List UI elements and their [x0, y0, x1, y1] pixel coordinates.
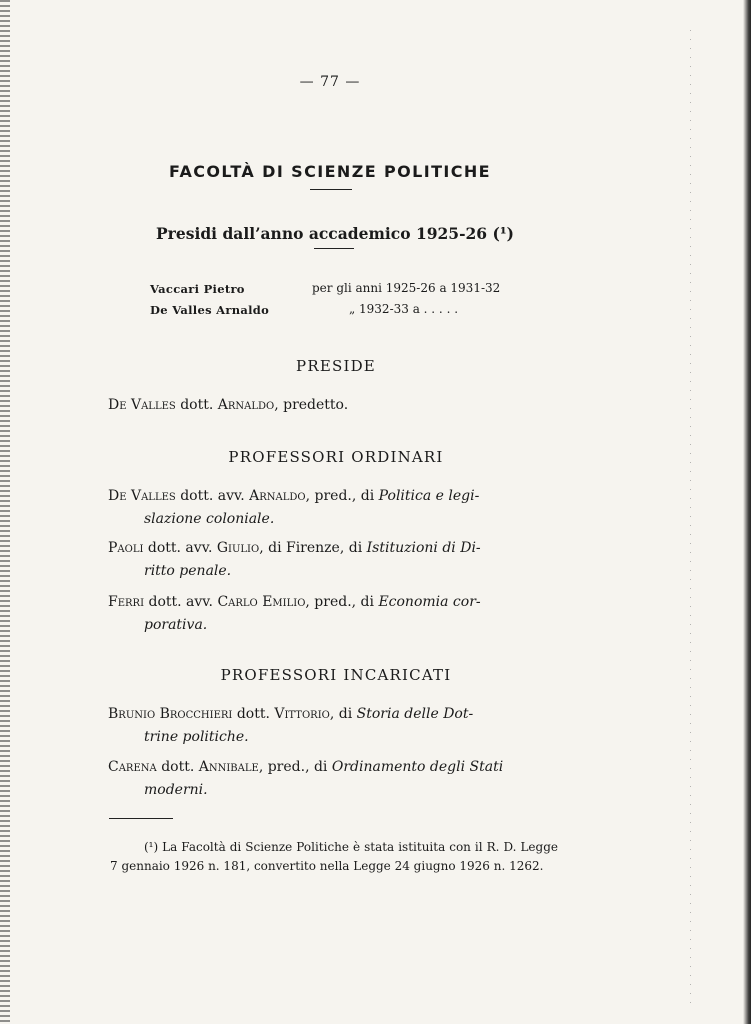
entry-note: , predetto.: [274, 397, 349, 413]
person-firstname: Annibale: [198, 759, 259, 775]
person-surname: Brunio Brocchieri: [108, 706, 233, 722]
page-number: — 77 —: [299, 74, 361, 90]
person-title: dott.: [161, 759, 195, 775]
incaricati-entry: [108, 703, 558, 749]
presidi-row-name: Vaccari Pietro: [150, 282, 245, 296]
person-surname: De Valles: [108, 397, 176, 413]
person-title: dott.: [180, 397, 214, 413]
entry-mid: , pred., di: [258, 759, 328, 775]
subject-continued: ritto penale.: [144, 563, 232, 579]
entry-mid: , di Firenze, di: [259, 540, 363, 556]
subject: Ordinamento degli Stati: [331, 759, 504, 775]
subject: Istituzioni di Di-: [366, 540, 481, 556]
person-surname: Ferri: [108, 594, 145, 610]
preside-heading: PRESIDE: [296, 357, 376, 375]
entry-mid: , pred., di: [305, 488, 375, 504]
subject-continued: porativa.: [144, 617, 208, 633]
person-firstname: Arnaldo: [217, 397, 275, 413]
presidi-row-years: per gli anni 1925-26 a 1931-32: [312, 281, 501, 295]
subject-continued: trine politiche.: [144, 729, 249, 745]
person-firstname: Vittorio: [274, 706, 330, 722]
presidi-row-years: „ 1932-33 a . . . . .: [349, 302, 459, 316]
incaricati-entry: [108, 756, 558, 802]
person-surname: Paoli: [108, 540, 144, 556]
subject: Politica e legi-: [378, 488, 480, 504]
person-firstname: Arnaldo: [249, 488, 306, 504]
faculty-title: FACOLTÀ DI SCIENZE POLITICHE: [168, 162, 492, 181]
preside-entry: [108, 394, 558, 417]
ordinari-heading: PROFESSORI ORDINARI: [228, 448, 444, 466]
person-firstname: Giulio: [216, 540, 260, 556]
scan-noise-column: [690, 30, 691, 1010]
page-right-edge: [743, 0, 751, 1024]
subject-continued: moderni.: [144, 782, 208, 798]
presidi-title: Presidi dall’anno accademico 1925-26 (¹): [156, 224, 514, 243]
ordinari-entry: [108, 485, 558, 531]
person-title: dott. avv.: [148, 594, 213, 610]
entry-mid: , di: [329, 706, 353, 722]
subject: Storia delle Dot-: [356, 706, 474, 722]
entry-mid: , pred., di: [305, 594, 374, 610]
ordinari-entry: [108, 591, 558, 637]
person-title: dott. avv.: [147, 540, 213, 556]
person-surname: De Valles: [108, 488, 176, 504]
footnote-divider: [109, 818, 173, 819]
presidi-row-name: De Valles Arnaldo: [150, 303, 270, 317]
title-divider: [310, 189, 352, 190]
page-left-edge: [0, 0, 10, 1024]
presidi-divider: [314, 248, 354, 249]
subject: Economia cor-: [378, 594, 481, 610]
ordinari-entry: [108, 537, 558, 583]
person-title: dott. avv.: [180, 488, 245, 504]
person-title: dott.: [236, 706, 270, 722]
incaricati-heading: PROFESSORI INCARICATI: [220, 666, 452, 684]
person-surname: Carena: [108, 759, 157, 775]
footnote: (¹) La Facoltà di Scienze Politiche è stata istituita con il R. D. Legge 7 gennaio 1926 n. 181, convertito nella Legge 24 giugno 1926 n. 1262.: [110, 840, 558, 873]
person-firstname: Carlo Emilio: [217, 594, 306, 610]
subject-continued: slazione coloniale.: [144, 511, 275, 527]
